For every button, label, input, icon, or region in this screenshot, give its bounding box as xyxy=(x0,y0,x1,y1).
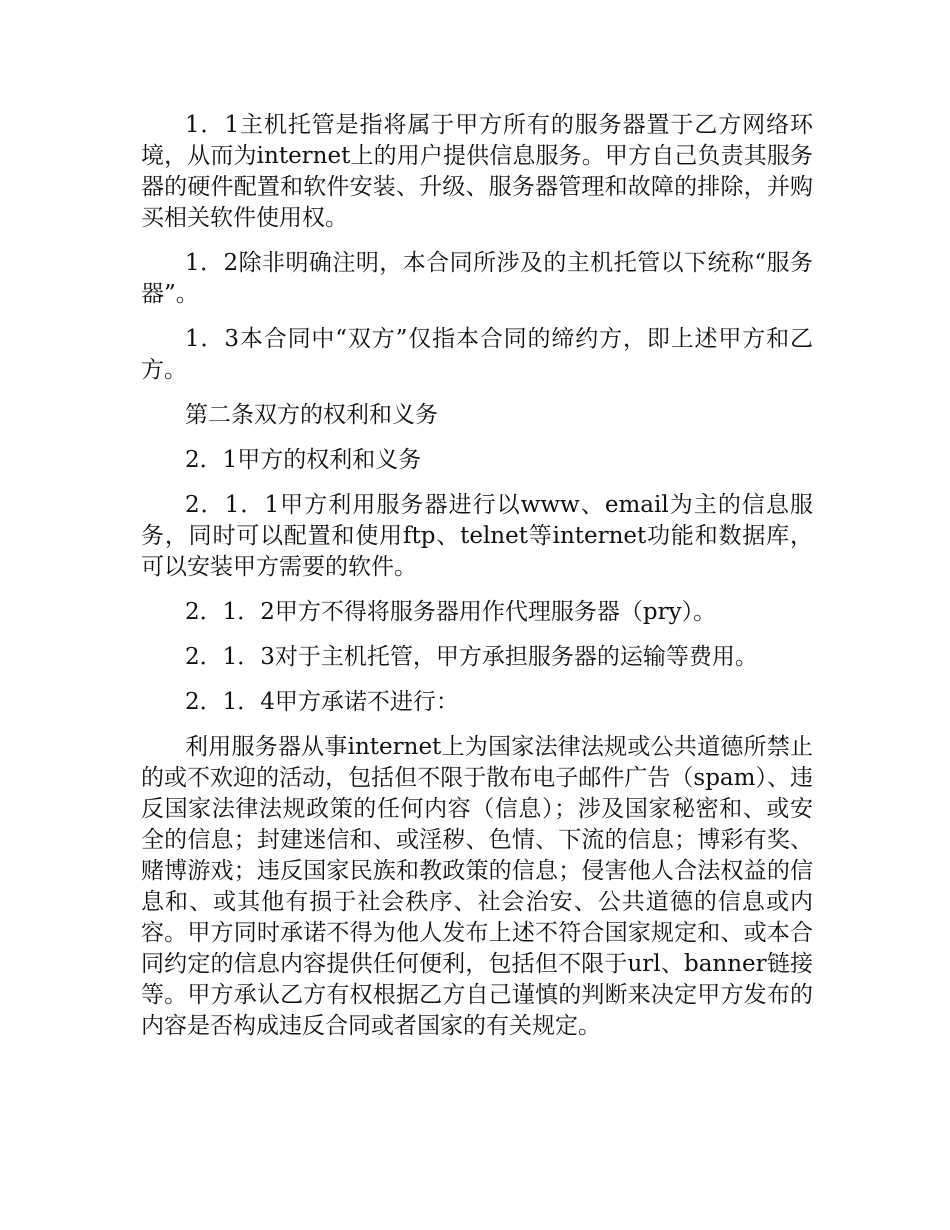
paragraph-1-1-hosting-definition: 1．1主机托管是指将属于甲方所有的服务器置于乙方网络环境，从而为internet上的用户提供信息服务。甲方自己负责其服务器的硬件配置和软件安装、升级、服务器管理和故障的排除，并购买相关软件使用权。 xyxy=(141,112,813,231)
paragraph-1-3-parties-term: 1．3本合同中“双方”仅指本合同的缔约方，即上述甲方和乙方。 xyxy=(141,326,813,383)
paragraph-2-1-2: 2．1．2甲方不得将服务器用作代理服务器（pry）。 xyxy=(185,599,717,625)
paragraph-prohibited-activities: 利用服务器从事internet上为国家法律法规或公共道德所禁止的或不欢迎的活动，包括但不限于散布电子邮件广告（spam）、违反国家法律法规政策的任何内容（信息）；涉及国家秘密和、或安全的信息；封建迷信和、或淫秽、色情、下流的信息；博彩有奖、赌博游戏；违反国家民族和教政策的信息；侵害他人合法权益的信息和、或其他有损于社会秩序、社会治安、公共道德的信息或内容。甲方同时承诺不得为他人发布上述不符合国家规定和、或本合同约定的信息内容提供任何便利，包括但不限于url、banner链接等。甲方承认乙方有权根据乙方自己谨慎的判断来决定甲方发布的内容是否构成违反合同或者国家的有关规定。 xyxy=(141,734,813,1039)
paragraph-2-1-1: 2．1．1甲方利用服务器进行以www、email为主的信息服务，同时可以配置和使用ftp、telnet等internet功能和数据库，可以安装甲方需要的软件。 xyxy=(141,492,813,580)
paragraph-2-1-4: 2．1．4甲方承诺不进行： xyxy=(185,689,459,715)
article-2-heading: 第二条双方的权利和义务 xyxy=(185,402,438,428)
paragraph-2-1-3: 2．1．3对于主机托管，甲方承担服务器的运输等费用。 xyxy=(185,644,758,670)
paragraph-1-2-server-term: 1．2除非明确注明，本合同所涉及的主机托管以下统称“服务器”。 xyxy=(141,250,813,307)
document-body xyxy=(141,110,813,1056)
section-2-1-heading: 2．1甲方的权利和义务 xyxy=(185,447,422,473)
